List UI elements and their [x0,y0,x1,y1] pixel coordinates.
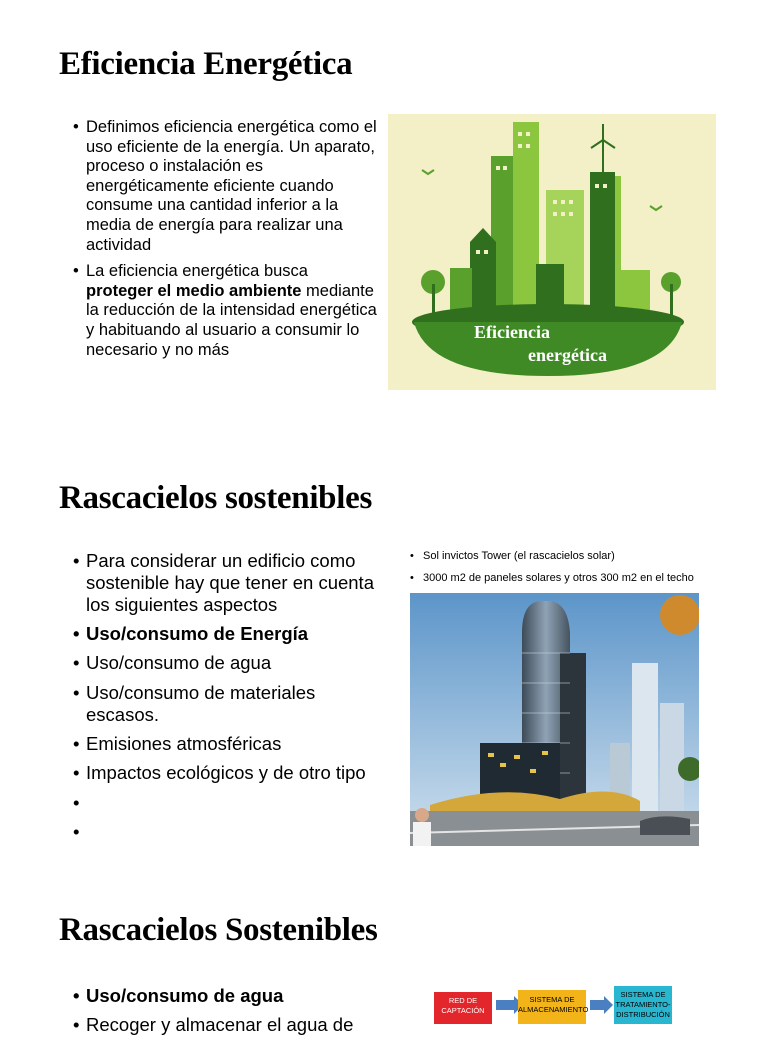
list-item: • Uso/consumo de agua [73,652,272,674]
bullet-icon: • [73,762,80,784]
arrow-head-icon [604,996,613,1014]
list-item: • Uso/consumo de materiales escasos. [73,681,316,725]
diagram-box-storage: SISTEMA DE ALMACENAMIENTO [518,990,586,1024]
tower-render [410,593,699,846]
bullet-icon: • [73,262,79,281]
section-1-bullets [59,118,379,367]
svg-text:Eficiencia: Eficiencia [474,322,550,342]
bullet-icon: • [73,821,80,843]
arrow-right-icon [496,1000,516,1010]
list-item: • 3000 m2 de paneles solares y otros 300 m2 en el techo [410,572,694,584]
bullet-icon: • [73,550,80,571]
list-item [59,792,379,814]
list-item: • Definimos eficiencia energética como el uso eficiente de la energía. Un aparato, proceso o instalación es energéticamente eficiente cuando consume una cantidad inferior a la media de energía para realizar una actividad [73,118,377,254]
section-3-title: Rascacielos Sostenibles [59,912,378,948]
bullet-icon: • [73,732,80,754]
section-2-bullets [59,550,379,851]
water-system-diagram [430,986,690,1024]
list-item: • Uso/consumo de Energía [73,622,309,644]
section-1-title: Eficiencia Energética [59,46,353,82]
bullet-icon: • [73,791,80,813]
bullet-icon: • [73,118,79,136]
bullet-icon: • [73,681,80,703]
list-item: • Emisiones atmosféricas [73,732,282,754]
list-item: • La eficiencia energética busca proteger el medio ambiente mediante la reducción de la intensidad energética y habituando al usuario a consumir lo necesario y no más [73,262,377,359]
list-item [59,821,379,843]
diagram-box-capture: RED DE CAPTACIÓN [434,992,492,1024]
list-item: • Para considerar un edificio como sostenible hay que tener en cuenta los siguientes aspectos [73,550,374,615]
skyscraper-photo [410,593,699,846]
list-item: • Impactos ecológicos y de otro tipo [73,762,366,784]
diagram-box-treatment: SISTEMA DE TRATAMIENTO-DISTRIBUCIÓN [614,986,672,1024]
bullet-icon: • [73,1014,80,1036]
energy-efficiency-illustration [388,114,716,390]
svg-text:energética: energética [528,345,607,365]
bullet-icon: • [73,985,80,1006]
section-3-bullets [59,985,379,1044]
bullet-icon: • [73,652,80,674]
bullet-icon: • [73,622,80,644]
bullet-icon: • [410,550,414,562]
list-item: • Sol invictos Tower (el rascacielos solar) [410,550,615,562]
section-2-title: Rascacielos sostenibles [59,480,372,516]
city-illustration [388,114,716,390]
bullet-icon: • [410,572,414,584]
list-item: • Recoger y almacenar el agua de [73,1014,354,1036]
list-item: • Uso/consumo de agua [73,985,284,1006]
